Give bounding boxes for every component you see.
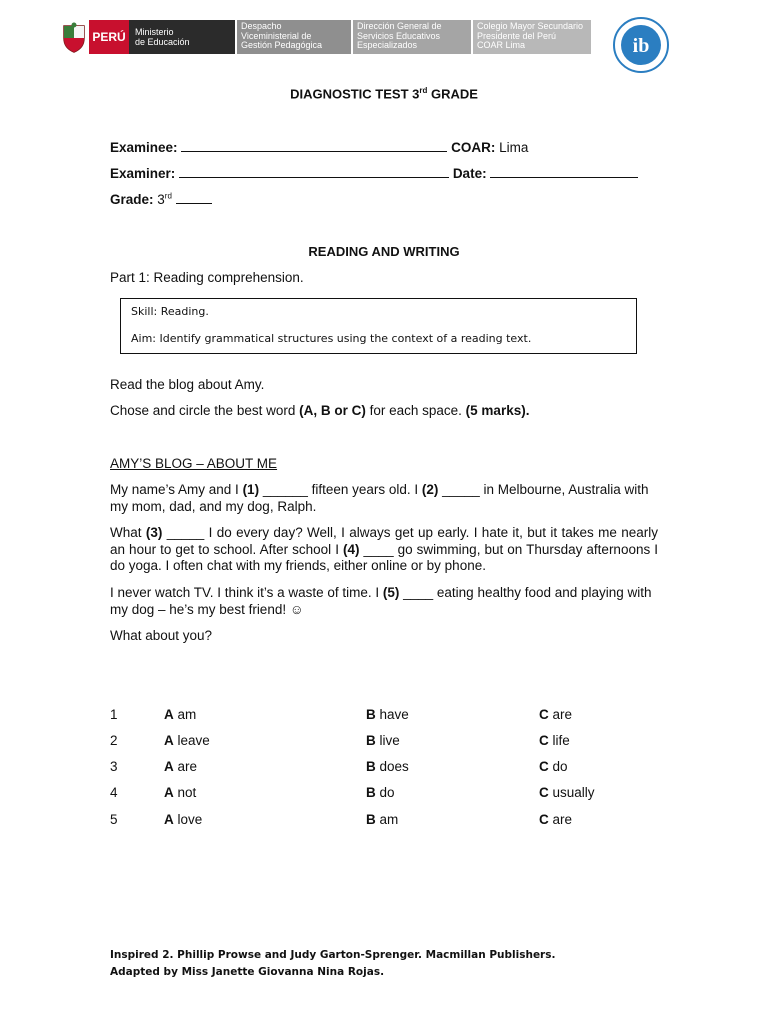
- grade-field[interactable]: [176, 191, 212, 204]
- examinee-label: Examinee:: [110, 140, 178, 155]
- coar-value: Lima: [499, 140, 529, 155]
- option-b[interactable]: B does: [366, 759, 409, 774]
- footer-credit: Inspired 2. Phillip Prowse and Judy Garton-Sprenger. Macmillan Publishers.: [110, 949, 556, 961]
- option-a[interactable]: A love: [164, 812, 203, 827]
- aim-text: Aim: Identify grammatical structures using the context of a reading text.: [131, 332, 532, 345]
- option-c[interactable]: C life: [539, 733, 570, 748]
- question-number: 4: [110, 785, 118, 800]
- blog-paragraph-3: I never watch TV. I think it’s a waste of time. I (5) ____ eating healthy food and playing with my dog – he’s my best friend! ☺: [110, 585, 652, 617]
- footer-adapted: Adapted by Miss Janette Giovanna Nina Rojas.: [110, 966, 385, 978]
- option-b[interactable]: B do: [366, 785, 395, 800]
- examinee-row: [110, 139, 528, 155]
- header-box-direccion: Dirección General de Servicios Educativos Especializados: [353, 20, 471, 54]
- blog-title: AMY’S BLOG – ABOUT ME: [110, 456, 278, 471]
- option-c[interactable]: C do: [539, 759, 568, 774]
- grade-label: Grade:: [110, 192, 154, 207]
- option-a[interactable]: A leave: [164, 733, 210, 748]
- question-number: 1: [110, 707, 118, 722]
- option-c[interactable]: C are: [539, 707, 573, 722]
- peru-logo: PERÚ: [89, 20, 129, 54]
- question-number: 2: [110, 733, 118, 748]
- option-b[interactable]: B live: [366, 733, 400, 748]
- option-c[interactable]: C are: [539, 812, 573, 827]
- blog-paragraph-2: What (3) _____ I do every day? Well, I always get up early. I hate it, but it takes me nearly an hour to get to school. After school I (4) ____ go swimming, but on Thursday afternoons I do yoga. I often chat with my friends, either online or by phone.: [110, 525, 659, 573]
- coar-label: COAR:: [451, 140, 496, 155]
- blog-paragraph-1: My name’s Amy and I (1) ______ fifteen years old. I (2) _____ in Melbourne, Australia with my mom, dad, and my dog, Ralph.: [110, 482, 649, 514]
- blog-paragraph-4: What about you?: [110, 628, 213, 643]
- instruction-read: Read the blog about Amy.: [110, 377, 265, 392]
- date-field[interactable]: [490, 165, 638, 178]
- section-title: READING AND WRITING: [308, 244, 460, 259]
- question-number: 3: [110, 759, 118, 774]
- header-box-colegio: Colegio Mayor Secundario Presidente del Perú COAR Lima: [473, 20, 591, 54]
- option-c[interactable]: C usually: [539, 785, 595, 800]
- ministry-logo: Ministerio de Educación: [129, 20, 235, 54]
- option-a[interactable]: A am: [164, 707, 197, 722]
- ib-logo-icon: [612, 16, 670, 74]
- date-label: Date:: [452, 166, 487, 181]
- option-a[interactable]: A are: [164, 759, 198, 774]
- skill-box: [120, 298, 637, 354]
- part-heading: Part 1: Reading comprehension.: [110, 270, 304, 285]
- question-number: 5: [110, 812, 118, 827]
- peru-coat-of-arms-icon: [60, 22, 88, 54]
- grade-value: 3rd: [157, 191, 172, 207]
- option-b[interactable]: B am: [366, 812, 399, 827]
- instruction-chose: Chose and circle the best word (A, B or C) for each space. (5 marks).: [110, 403, 530, 418]
- skill-text: Skill: Reading.: [131, 305, 209, 318]
- option-a[interactable]: A not: [164, 785, 197, 800]
- ib-logo-text: ib: [632, 35, 650, 57]
- page-title: DIAGNOSTIC TEST 3rd GRADE: [290, 86, 478, 102]
- examiner-label: Examiner:: [110, 166, 176, 181]
- header-box-despacho: Despacho Viceministerial de Gestión Pedagógica: [237, 20, 351, 54]
- examinee-field[interactable]: [181, 139, 447, 152]
- examiner-row: [110, 165, 638, 181]
- examiner-field[interactable]: [179, 165, 449, 178]
- option-b[interactable]: B have: [366, 707, 409, 722]
- grade-row: [110, 191, 212, 207]
